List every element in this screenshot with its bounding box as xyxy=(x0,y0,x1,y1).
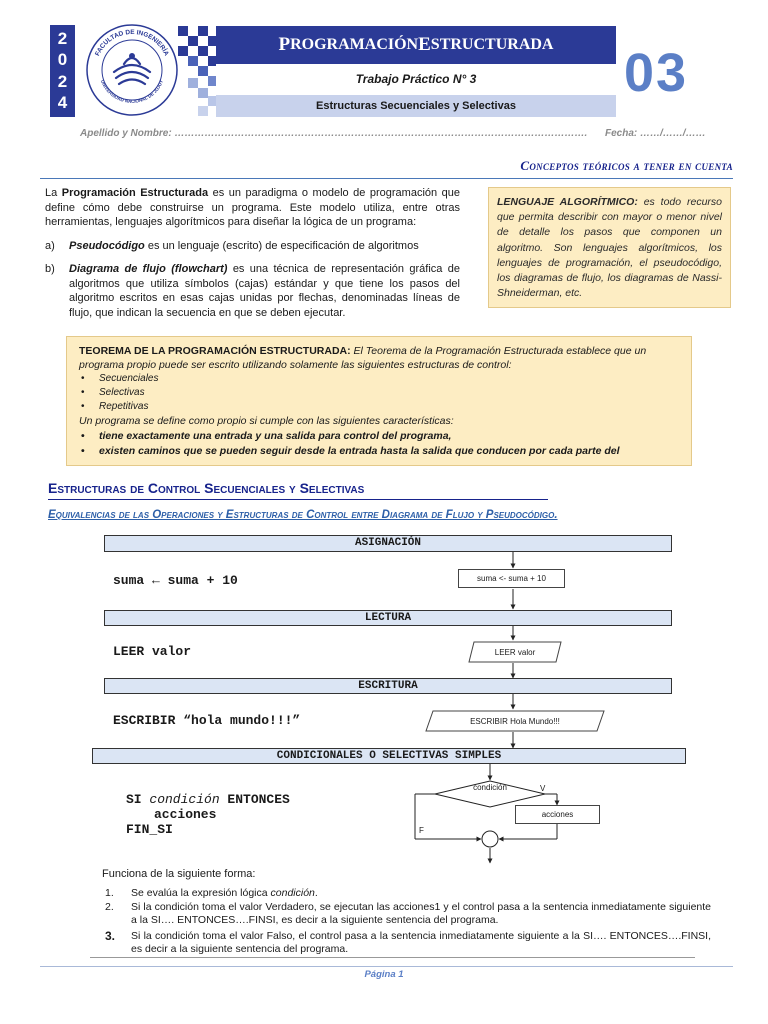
keyword: SI xyxy=(126,792,150,807)
practice-number: 03 xyxy=(624,43,689,103)
band-lectura: LECTURA xyxy=(104,610,672,626)
condition-word: condición xyxy=(149,792,220,807)
text: . xyxy=(314,887,318,899)
list-text: Si la condición toma el valor Verdadero, se ejecutan las acciones1 y el control pasa a la sentencia inmediatamente siguiente a la SI…. ENTONCES….FINSI, es decir a la siguiente sentencia del programa. xyxy=(131,901,711,926)
ordered-item-1 xyxy=(105,887,715,900)
code-asignacion: suma ← suma + 10 xyxy=(113,573,238,588)
practice-title: Trabajo Práctico N° 3 xyxy=(355,72,477,86)
list-item-a xyxy=(45,239,460,255)
text: es una técnica de representación gráfica de algoritmos que utiliza símbolos (cajas) estándar y que tiene los pasos del algoritmo escritos en esas cajas unidas por flechas, denominadas líneas de flujo, que indican la secuencia en que se deben ejecutar. xyxy=(69,263,460,319)
text: Se evalúa la expresión lógica xyxy=(131,887,271,899)
propio-text: Un programa se define como propio si cumple con las siguientes características: xyxy=(79,415,454,427)
list-text xyxy=(69,239,460,254)
teorema-intro xyxy=(79,344,679,372)
list-marker: 2. xyxy=(105,901,114,913)
footer-divider xyxy=(40,966,733,967)
year-digit: 2 xyxy=(57,71,68,91)
code-lectura: LEER valor xyxy=(113,644,192,659)
code-acciones: acciones xyxy=(154,807,217,822)
title-part: STRUCTURADA xyxy=(430,36,554,53)
ordered-item-3 xyxy=(105,930,715,956)
band-condicionales: CONDICIONALES O SELECTIVAS SIMPLES xyxy=(92,748,686,764)
heading-structures: Estructuras de Control Secuenciales y Selectivas xyxy=(48,480,548,500)
section-title: Conceptos teóricos a tener en cuenta xyxy=(520,158,733,173)
practice-subtitle: Estructuras Secuenciales y Selectivas xyxy=(216,95,616,117)
list-item: • Repetitivas xyxy=(79,400,679,414)
heading-equivalences: Equivalencias de las Operaciones y Estructuras de Control entre Diagrama de Flujo y Pseudocódigo. xyxy=(48,509,558,521)
content-end-line xyxy=(90,957,695,958)
term: Programación Estructurada xyxy=(61,187,209,199)
year-digit: 0 xyxy=(57,50,68,70)
text: es un lenguaje (escrito) de especificación de algoritmos xyxy=(144,240,419,252)
year-digit: 4 xyxy=(57,93,68,113)
list-item: • tiene exactamente una entrada y una salida para control del programa, xyxy=(79,429,679,443)
list-text: Si la condición toma el valor Falso, el control pasa a la sentencia inmediatamente siguiente a la SI…. ENTONCES….FINSI, es decir a la siguiente sentencia del programa. xyxy=(131,930,711,955)
term: Pseudocódigo xyxy=(69,240,145,252)
note-label: LENGUAJE ALGORÍTMICO: xyxy=(497,196,638,208)
faculty-logo xyxy=(82,20,182,120)
code-si xyxy=(126,792,290,807)
flow-connector-circle xyxy=(482,831,498,847)
band-asignacion: ASIGNACIÓN xyxy=(104,535,672,552)
code-finsi: FIN_SI xyxy=(126,822,173,837)
list-item: • Secuenciales xyxy=(79,372,679,386)
list-marker: a) xyxy=(45,240,55,252)
list-text xyxy=(69,262,460,320)
band-escritura: ESCRITURA xyxy=(104,678,672,694)
term: Diagrama de flujo (flowchart) xyxy=(69,263,228,275)
code-escritura: ESCRIBIR “hola mundo!!!” xyxy=(113,713,301,728)
name-field: Apellido y Nombre: ……………………………………………………………………………………………………………. xyxy=(80,128,588,139)
list-text xyxy=(131,887,711,900)
text: es un paradigma o modelo de programación que define cómo debe construirse un programa. Este modelo utiliza, entre otras herramientas, lenguajes algorítmicos para diseñar la lógica de un programa: xyxy=(45,187,460,229)
list-marker: 1. xyxy=(105,887,114,899)
list-item: • existen caminos que se pueden seguir desde la entrada hasta la salida que conducen por cada parte del xyxy=(79,444,679,458)
note-text: es todo recurso que permita describir con mayor o menor nivel de detalle los pasos que componen un algoritmo. Son lenguajes algorítmicos, los lenguajes de programación, el pseudocódigo, los diagramas de flujo, los diagramas de Nassi-Shneiderman, etc. xyxy=(497,196,723,300)
list-item-b xyxy=(45,262,460,322)
svg-text:UNIVERSIDAD NACIONAL DE JUJUY xyxy=(100,79,164,104)
flow-io-label: ESCRIBIR Hola Mundo!!! xyxy=(470,716,560,726)
page-number: Página 1 xyxy=(364,969,404,980)
list-marker: b) xyxy=(45,263,55,275)
title-initial: E xyxy=(418,34,431,55)
false-label: F xyxy=(419,826,424,835)
condition-word: condición xyxy=(270,887,315,899)
note-text: El Teorema de la Programación Estructurada establece que un programa propio puede ser escrito utilizando solamente las siguientes estructuras de control: xyxy=(79,345,647,371)
year-digit: 2 xyxy=(57,28,68,48)
text: La xyxy=(45,187,62,199)
checker-pattern xyxy=(178,26,216,118)
title-part: ROGRAMACIÓN xyxy=(290,36,419,53)
lenguaje-note xyxy=(488,187,731,308)
funciona-title: Funciona de la siguiente forma: xyxy=(102,868,256,880)
section-divider xyxy=(40,178,733,179)
teorema-note xyxy=(66,336,692,466)
logo-top-text: FACULTAD DE INGENIERÍA xyxy=(94,28,170,58)
intro-paragraph xyxy=(45,186,460,230)
keyword: ENTONCES xyxy=(219,792,290,807)
title-initial: P xyxy=(278,34,291,55)
logo-bottom-text: UNIVERSIDAD NACIONAL DE JUJUY xyxy=(99,79,165,104)
flow-process-box: suma <- suma + 10 xyxy=(458,569,565,588)
true-label: V xyxy=(540,784,546,793)
note-label: TEOREMA DE LA PROGRAMACIÓN ESTRUCTURADA: xyxy=(79,345,351,357)
list-item: • Selectivas xyxy=(79,386,679,400)
date-field: Fecha: ……/……/…… xyxy=(605,128,706,139)
course-title xyxy=(216,26,616,64)
flow-process-box: acciones xyxy=(515,805,600,824)
ordered-item-2 xyxy=(105,901,715,927)
list-marker: 3. xyxy=(105,929,116,943)
student-info-row xyxy=(80,128,730,144)
year-vertical-bar xyxy=(50,25,75,117)
flow-io-label: LEER valor xyxy=(494,647,536,657)
diamond-label: condición xyxy=(473,783,507,792)
